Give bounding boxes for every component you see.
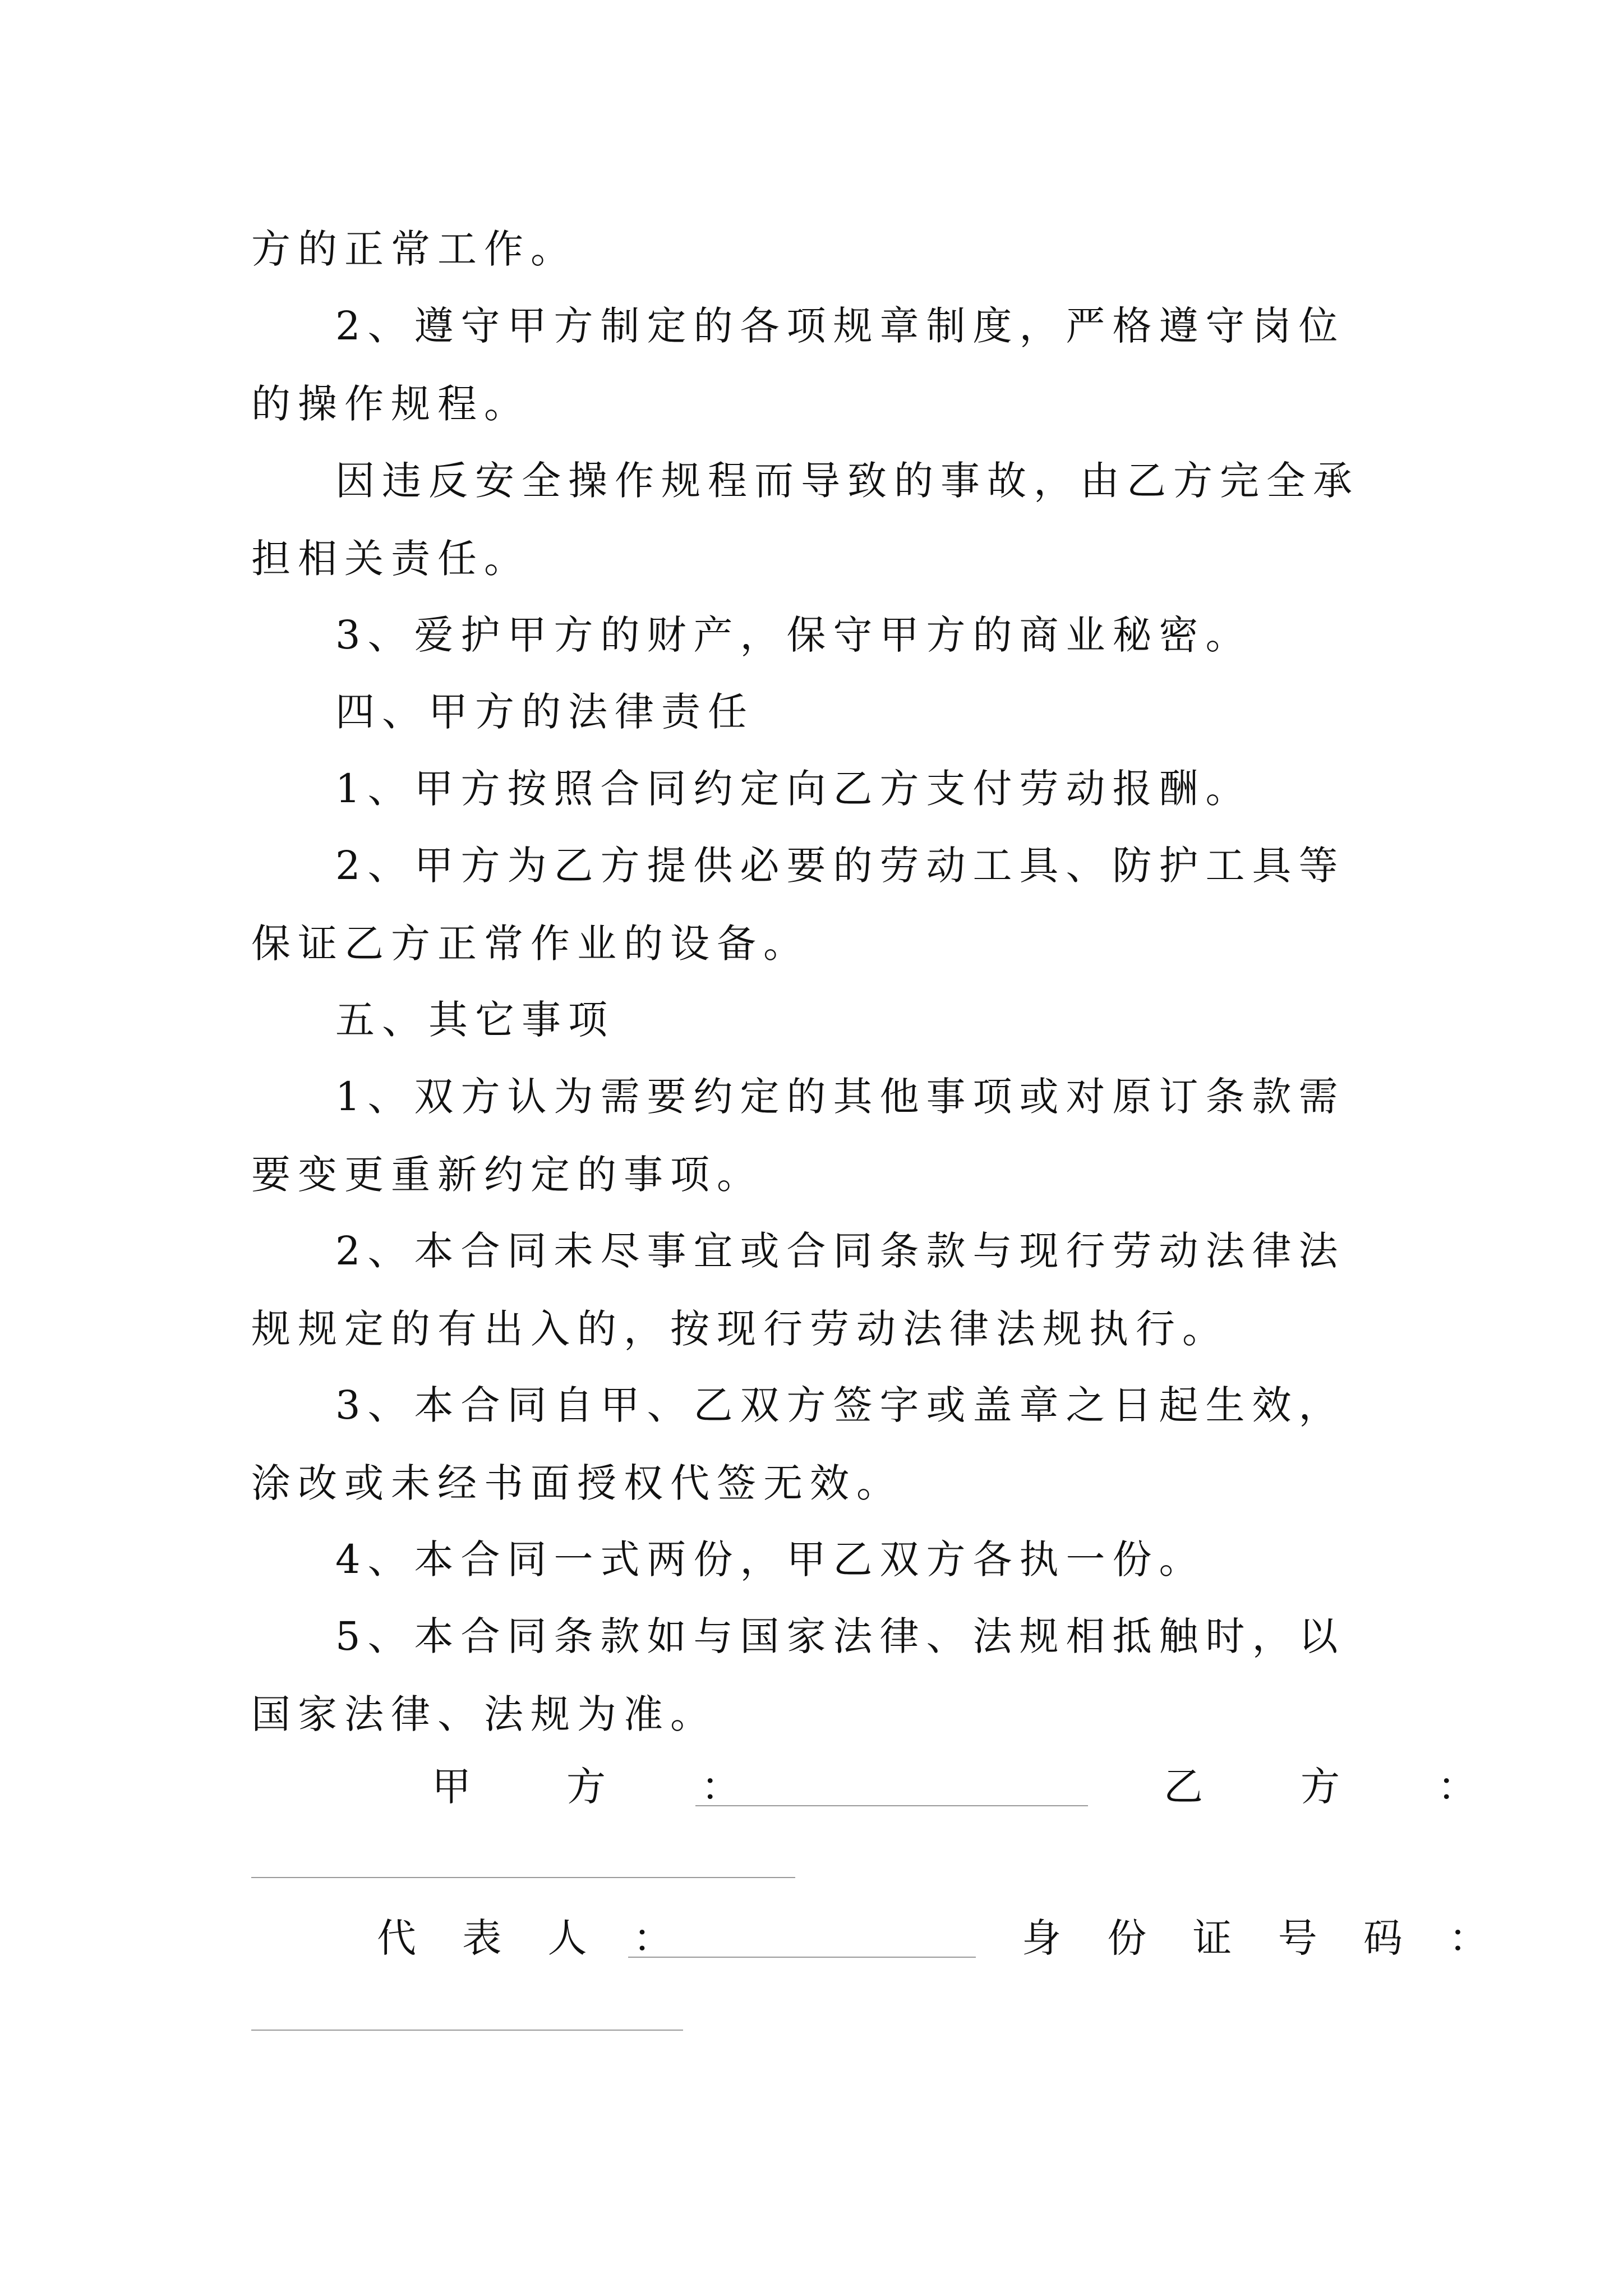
clause-5-5-national-law: 5、本合同条款如与国家法律、法规相抵触时，以国家法律、法规为准。 [251,1613,1345,1737]
clause-4-2-tools: 2、甲方为乙方提供必要的劳动工具、防护工具等保证乙方正常作业的设备。 [251,843,1345,967]
section-heading-4: 四、甲方的法律责任 [335,689,754,735]
paragraph-continuation: 方的正常工作。 [251,226,577,272]
clause-5-2-law: 2、本合同未尽事宜或合同条款与现行劳动法律法规规定的有出入的，按现行劳动法律法规执行。 [251,1228,1345,1352]
clause-4-1-remuneration: 1、甲方按照合同约定向乙方支付劳动报酬。 [335,766,1252,812]
party-b-blank [251,1877,795,1878]
clause-5-4-copies: 4、本合同一式两份，甲乙双方各执一份。 [335,1536,1206,1582]
clause-safety-liability: 因违反安全操作规程而导致的事故，由乙方完全承担相关责任。 [251,458,1359,582]
party-b-label: 乙 方 ： [1164,1764,1506,1810]
representative-label: 代 表 人 ： [377,1915,689,1961]
clause-5-3-effective: 3、本合同自甲、乙双方签字或盖章之日起生效，涂改或未经书面授权代签无效。 [251,1382,1345,1506]
clause-3-property: 3、爱护甲方的财产，保守甲方的商业秘密。 [335,612,1252,658]
party-a-label: 甲 方 ： [432,1764,768,1810]
id-number-label: 身 份 证 号 码 ： [1022,1915,1505,1961]
id-number-blank [251,2030,683,2031]
representative-blank [628,1957,976,1958]
clause-2-compliance: 2、遵守甲方制定的各项规章制度，严格遵守岗位的操作规程。 [251,303,1345,427]
clause-5-1-other-matters: 1、双方认为需要约定的其他事项或对原订条款需要变更重新约定的事项。 [251,1074,1345,1198]
section-heading-5: 五、其它事项 [335,997,615,1043]
party-a-blank [695,1805,1088,1806]
